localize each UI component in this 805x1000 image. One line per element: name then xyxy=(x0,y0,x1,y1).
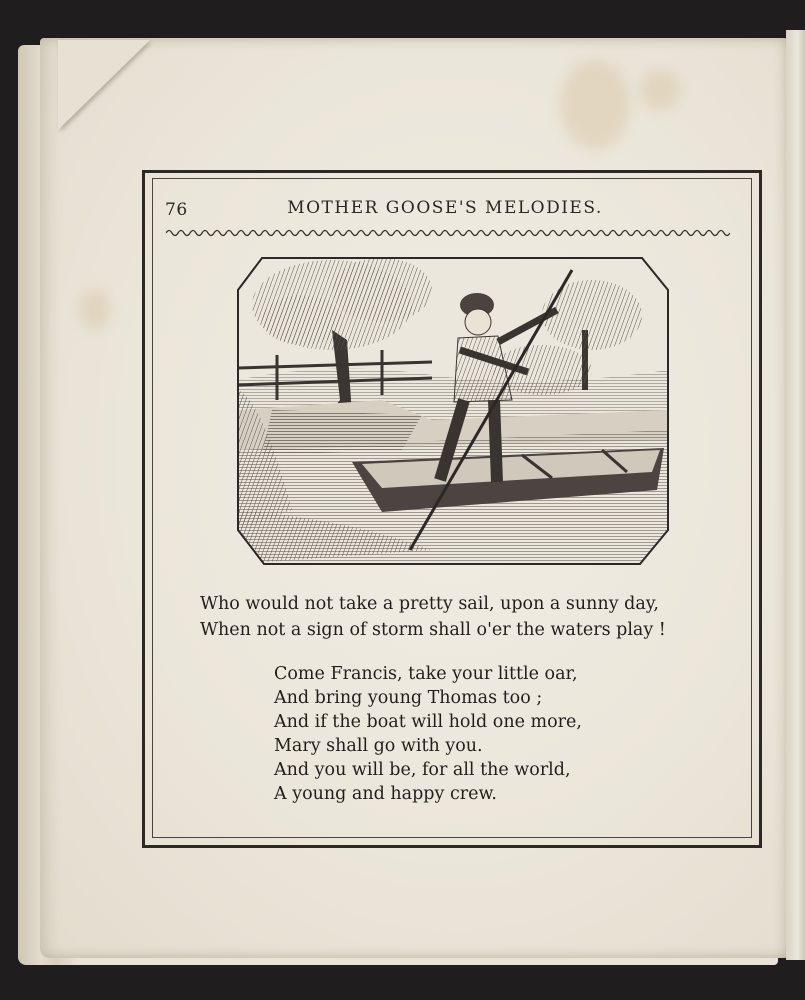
facing-page-edge xyxy=(786,30,805,960)
verse-line: And if the boat will hold one more, xyxy=(274,712,582,732)
foxing-stain xyxy=(560,60,630,150)
foxing-stain xyxy=(640,70,680,110)
verse-line: And bring young Thomas too ; xyxy=(274,688,543,708)
couplet-line: When not a sign of storm shall o'er the waters play ! xyxy=(200,620,666,640)
page-number: 76 xyxy=(165,200,188,220)
folded-corner xyxy=(58,40,150,130)
couplet-line: Who would not take a pretty sail, upon a sunny day, xyxy=(200,594,659,614)
verse-line: Come Francis, take your little oar, xyxy=(274,664,578,684)
foxing-stain xyxy=(80,290,110,330)
woodcut-illustration xyxy=(232,250,672,568)
running-head: MOTHER GOOSE'S MELODIES. xyxy=(287,198,603,218)
verse-line: Mary shall go with you. xyxy=(274,736,483,756)
verse-line: And you will be, for all the world, xyxy=(274,760,571,780)
verse-line: A young and happy crew. xyxy=(274,784,497,804)
wavy-rule xyxy=(166,226,730,240)
